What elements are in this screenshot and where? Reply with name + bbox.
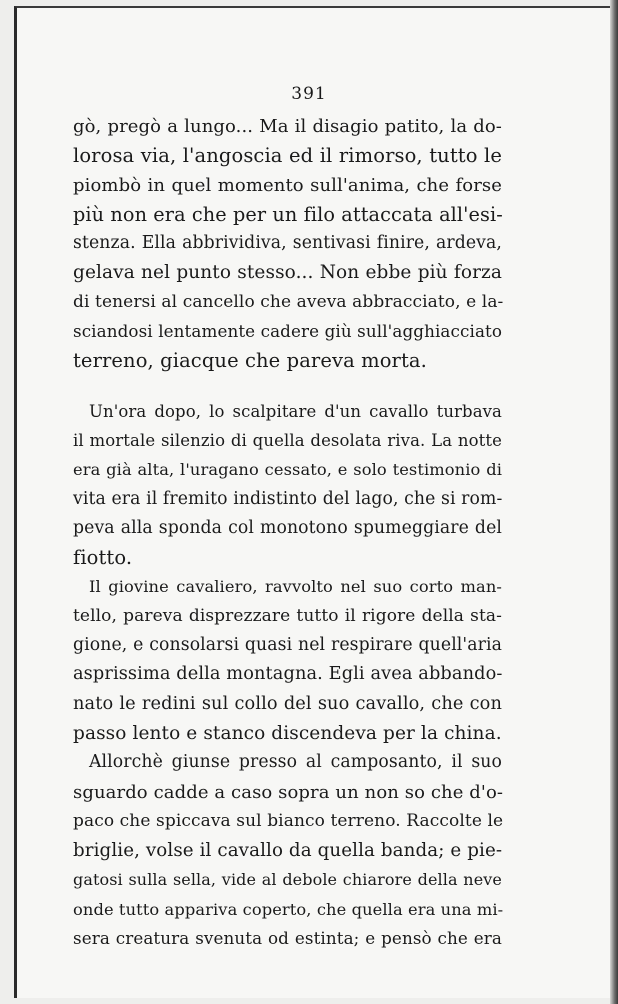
page-number: 391 [291, 84, 327, 104]
text-line: di tenersi al cancello che aveva abbracciato, e la- [73, 291, 504, 312]
text-line: passo lento e stanco discendeva per la china. [73, 722, 502, 744]
text-line: peva alla sponda col monotono spumeggiare del [73, 517, 502, 538]
paragraph [73, 572, 502, 748]
paragraph [73, 748, 502, 953]
text-line: asprissima della montagna. Egli avea abbando- [73, 664, 503, 685]
text-line: terreno, giacque che pareva morta. [73, 349, 427, 373]
text-line: fiotto. [73, 546, 133, 570]
text-line: Allorchè giunse presso al camposanto, il suo [89, 752, 502, 773]
text-line: gelava nel punto stesso... Non ebbe più forza [73, 262, 502, 284]
text-line: Il giovine cavaliero, ravvolto nel suo corto man- [89, 577, 502, 597]
text-line: gione, e consolarsi quasi nel respirare quell'aria [73, 635, 502, 656]
text-line: stenza. Ella abbrividiva, sentivasi finire, ardeva, [73, 233, 502, 254]
text-line: gò, pregò a lungo... Ma il disagio patito, la do- [73, 116, 502, 137]
text-line: briglie, volse il cavallo da quella banda; e pie- [73, 840, 503, 862]
text-line: nato le redini sul collo del suo cavallo, che con [73, 693, 502, 714]
text-line: gatosi sulla sella, vide al debole chiarore della neve [73, 870, 502, 890]
paragraph-gap [73, 376, 502, 397]
text-line: il mortale silenzio di quella desolata riva. La notte [73, 430, 502, 450]
paragraph [73, 397, 502, 573]
text-line: vita era il fremito indistinto del lago, che si rom- [73, 488, 503, 509]
text-line: Un'ora dopo, lo scalpitare d'un cavallo turbava [89, 401, 502, 421]
text-line: onde tutto appariva coperto, che quella era una mi- [73, 899, 504, 919]
text-line: lorosa via, l'angoscia ed il rimorso, tutto le [73, 144, 502, 168]
text-line: piombò in quel momento sull'anima, che forse [73, 174, 502, 196]
page-edge-shadow [610, 0, 618, 1004]
text-line: più non era che per un filo attaccata all'esi- [73, 202, 503, 226]
text-line: paco che spiccava sul bianco terreno. Raccolte le [73, 810, 504, 831]
text-line: sguardo cadde a caso sopra un non so che d'o- [73, 781, 504, 803]
text-line: sera creatura svenuta od estinta; e pensò che era [73, 928, 502, 949]
text-line: sciandosi lentamente cadere giù sull'agghiacciato [73, 321, 503, 342]
text-line: tello, pareva disprezzare tutto il rigore della sta- [73, 605, 502, 626]
body-text [73, 112, 502, 953]
paragraph [73, 112, 502, 376]
text-line: era già alta, l'uragano cessato, e solo testimonio di [73, 460, 502, 480]
